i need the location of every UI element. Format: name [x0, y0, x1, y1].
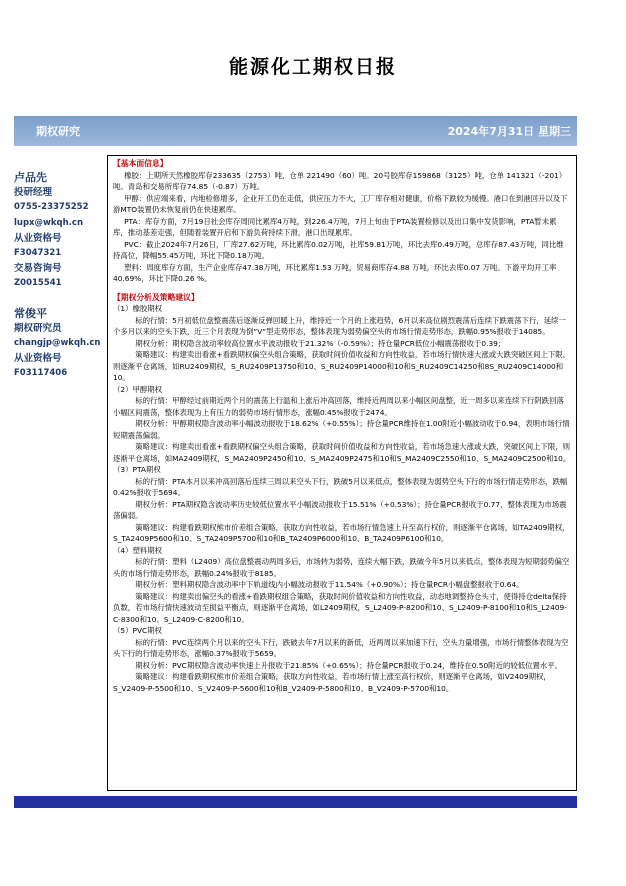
section-heading: （5）PVC期权	[113, 626, 162, 635]
report-content	[107, 155, 577, 791]
section-advice: 策略建议：构建卖出偏空头的看涨+看跌期权组合策略，获取时间价值收益和方向性收益，动态地调整持仓头寸，使得持仓delta保持负数，若市场行情快速波动至损益平衡点，则逐渐平仓离场，如L2409期权，S_L2409-P-8200和10、S_L2409-P-8100和10和S_L2409-C-8300和10、S_L2409-C-8200和10。	[113, 591, 567, 624]
section-heading: （4）塑料期权	[113, 545, 163, 555]
cert-number: F3047321	[14, 248, 62, 259]
analyst-sidebar	[14, 170, 106, 396]
fundamentals-paragraph: PVC：截止2024年7月26日，厂库27.62万吨，环比累库0.02万吨，社库59.81万吨，环比去库0.49万吨，总库存87.43万吨，同比维持高位，降幅55.45万吨，环比下降0.18万吨。	[113, 239, 564, 260]
strategy-heading: 【期权分析及策略建议】	[113, 292, 199, 302]
fundamentals-paragraph: 塑料：周度库存方面，生产企业库存47.38万吨，环比累库1.53 万吨，贸易商库存4.88 万吨，环比去库0.07 万吨。下游平均开工率40.69%，环比下降0.26 %。	[113, 262, 557, 283]
header-banner	[14, 116, 577, 146]
section-analysis: 期权分析：塑料期权隐含波动率中下轨道线内小幅波动报收于11.54%（+0.90%）；持仓量PCR小幅盘整报收于0.64。	[135, 580, 524, 589]
consult-number: Z0015541	[14, 278, 62, 289]
cert-number: F03117406	[14, 368, 68, 379]
section-heading: （3）PTA期权	[113, 465, 161, 474]
fundamentals-paragraph: 橡胶：上期所天然橡胶库存233635（2753）吨，仓单 221490（60）吨。20号胶库存159868（3125）吨，仓单 141321（-201）吨。青岛和交易所库存74.85（-0.87）万吨。	[113, 170, 567, 191]
analyst-email[interactable]: changjp@wkqh.cn	[14, 338, 101, 349]
section-analysis: 期权分析：期权隐含波动率较高位置水平波动报收于21.32%（-0.59%）；持仓量PCR低位小幅震荡报收于0.39；	[135, 338, 506, 348]
section-trend: 标的行情：甲醇经过前期近两个月的震荡上行温和上涨后冲高回落，维持近两周以来小幅区间盘整，近一周多以来连续下行阴跌回落小幅区间震荡，整体表现为上有压力的弱势市场行情形态，涨幅0.45%报收于2474。	[113, 396, 564, 417]
section-analysis: 期权分析：PTA期权隐含波动率历史较低位置水平小幅波动报收于15.51%（+0.53%）；持仓量PCR报收于0.77，整体表现为市场震荡偏弱。	[113, 499, 567, 520]
analyst-email[interactable]: lupx@wkqh.cn	[14, 217, 83, 228]
fundamentals-heading: 【基本面信息】	[113, 159, 168, 168]
fundamentals-paragraph: 甲醇：供应端来看，内地检修增多，企业开工仍在走低，供应压力不大，工厂库存相对健康，价格下跌较为缓慢。港口在到港回升以及下游MTO装置仍未恢复前仍在快速累库。	[113, 193, 568, 214]
fundamentals-paragraph: PTA：库存方面，7月19日社会库存周同比累库4万吨，到226.4万吨，7月上旬由于PTA装置检修以及出口集中发货影响，PTA暂未累库，推动基差走强，但随着装置开启和下游负荷持续下滑，港口出现累库。	[113, 216, 557, 237]
analyst-name: 常俊平	[14, 306, 47, 320]
section-heading: （2）甲醇期权	[113, 384, 163, 394]
section-trend: 标的行情：PVC连续两个月以来的空头下行，跌破去年7月以来的新低，近两周以来加速下行，空头力量增强，市场行情整体表现为空头下行的行情走势形态，涨幅0.37%报收于5659。	[113, 637, 569, 658]
section-trend: 标的行情：PTA本月以来冲高回落后连续三周以来空头下行，跌破5月以来低点，整体表现为弱势空头下行的市场行情走势形态，跌幅0.42%报收于5694。	[113, 476, 568, 497]
report-title: 能源化工期权日报	[228, 56, 397, 78]
section-analysis: 期权分析：甲醇期权隐含波动率小幅波动报收于18.62%（+0.55%）；持仓量PCR维持在1.00附近小幅波动收于0.94，表明市场行情短期震荡偏弱。	[113, 419, 570, 440]
section-analysis: 期权分析：PVC期权隐含波动率快速上升报收于21.85%（+0.65%）；持仓量PCR报收于0.24，维持在0.50附近的较低位置水平。	[135, 660, 563, 670]
consult-label: 交易咨询号	[14, 263, 62, 275]
cert-label: 从业资格号	[14, 353, 62, 365]
analyst-role: 期权研究员	[14, 322, 62, 334]
banner-date: 2024年7月31日 星期三	[447, 125, 571, 138]
section-advice: 策略建议：构建卖出看涨+看跌期权偏空头组合策略，获取时间价值收益和方向性收益，若市场急速大涨或大跌，突破区间上下限，则逐渐平仓离场，如MA2409期权，S_MA2409P2450和10、S_MA2409P2475和10和S_MA2409C2550和10、S_MA2409C2500和10。	[113, 442, 571, 463]
banner-category: 期权研究	[36, 125, 80, 138]
section-heading: （1）橡胶期权	[113, 304, 163, 313]
analyst-phone: 0755-23375252	[14, 202, 89, 213]
section-advice: 策略建议：构建看跌期权熊市价差组合策略，获取方向性收益，若市场行情上涨至高行权价，则逐渐平仓离场，如V2409期权，S_V2409-P-5500和10、S_V2409-P-5600和10和B_V2409-P-5800和10、B_V2409-P-5700和10。	[113, 672, 551, 693]
cert-label: 从业资格号	[14, 232, 62, 244]
section-advice: 策略建议：构建看跌期权熊市价差组合策略，获取方向性收益，若市场行情急速上升至高行权价，则逐渐平仓离场，如TA2409期权，S_TA2409P5600和10、S_TA2409P5700和10和B_TA2409P6000和10、B_TA2409P6100和10。	[113, 522, 570, 543]
section-advice: 策略建议：构建卖出看涨+看跌期权偏空头组合策略，获取时间价值收益和方向性收益，若市场行情快速大涨或大跌突破区间上下限，则逐渐平仓离场，如RU2409期权，S_RU2409P13750和10、S_RU2409P14000和10和S_RU2409C14250和8S_RU2409C14000和10。	[113, 350, 571, 382]
analyst-card	[14, 170, 106, 292]
analyst-role: 投研经理	[14, 187, 53, 199]
section-trend: 标的行情：塑料（L2409）高位盘整震动两周多后，市场转为弱势，连续大幅下跌，跌破今年5月以来低点，整体表现为短期弱势偏空头的市场行情走势形态，跌幅0.24%报收于8185。	[113, 557, 570, 578]
analyst-card	[14, 306, 106, 382]
section-trend: 标的行情：5月初低位盘整震荡后逐渐反弹回暖上升，维持近一个月的上涨趋势，6月以来高位剧烈震荡后连续下跌震荡下行，延续一个多月以来的空头下跌，近三个月表现为倒”V“型走势形态，整体表现为弱势偏空头的市场行情走势形态，跌幅0.95%报收于14085。	[113, 315, 566, 336]
analyst-name: 卢品先	[14, 171, 47, 184]
footer-bar	[14, 796, 577, 808]
